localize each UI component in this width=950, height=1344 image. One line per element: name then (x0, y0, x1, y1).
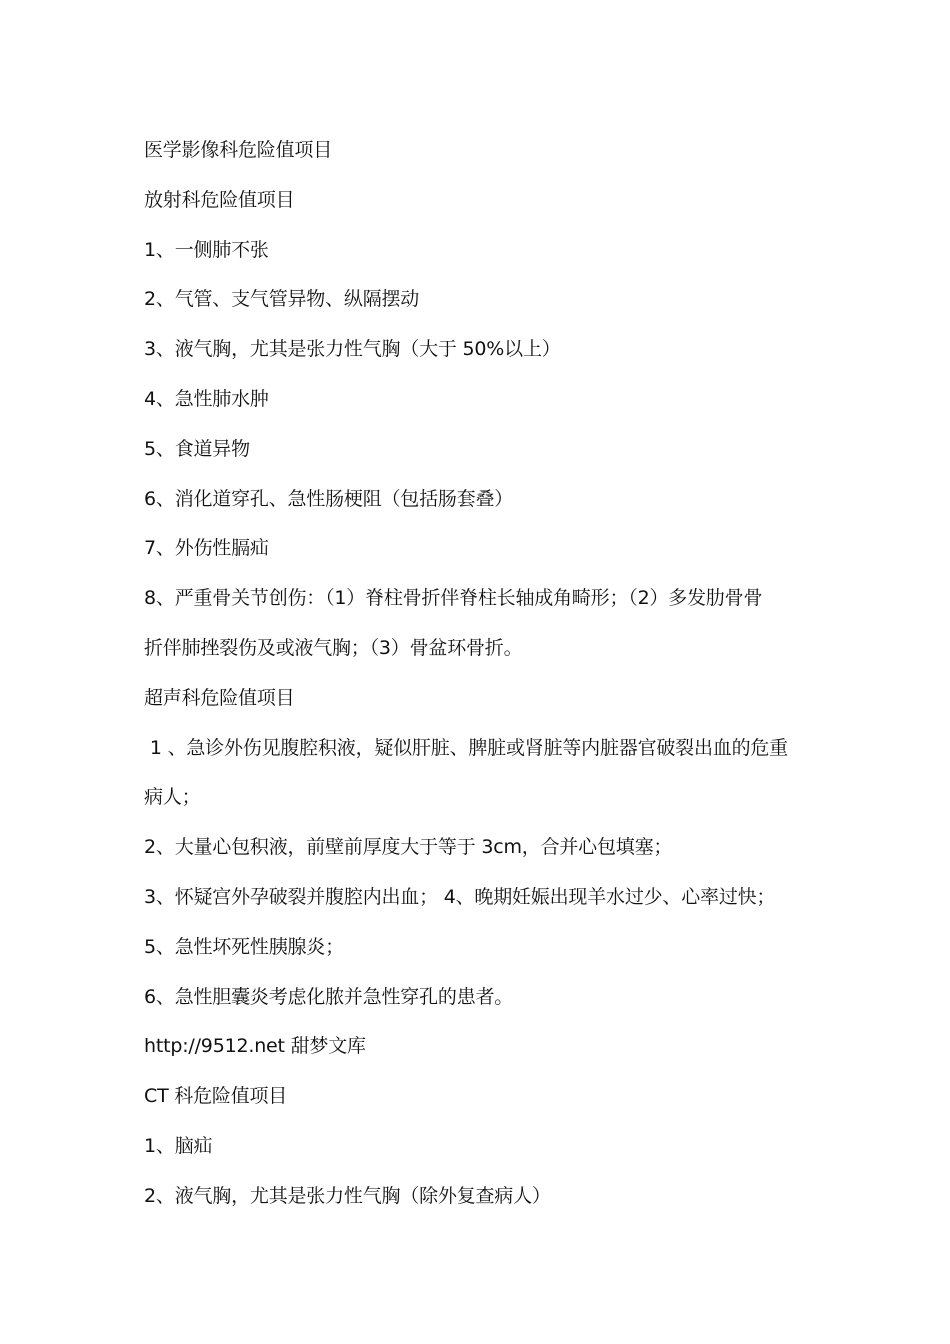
list-item: 7、外伤性膈疝 (144, 537, 269, 560)
list-item: 1、脑疝 (144, 1134, 213, 1157)
section-heading-ct: CT 科危险值项目 (144, 1085, 288, 1108)
list-item: 3、液气胸，尤其是张力性气胸（大于 50%以上） (144, 338, 561, 361)
source-link-text: http://9512.net 甜梦文库 (144, 1035, 366, 1058)
list-item: 2、气管、支气管异物、纵隔摆动 (144, 288, 420, 311)
list-item: 1 、急诊外伤见腹腔积液，疑似肝脏、脾脏或肾脏等内脏器官破裂出血的危重 (144, 736, 788, 759)
list-item-continuation: 病人； (144, 786, 201, 809)
list-item: 6、消化道穿孔、急性肠梗阻（包括肠套叠） (144, 487, 514, 510)
list-item: 3、怀疑宫外孕破裂并腹腔内出血； 4、晚期妊娠出现羊水过少、心率过快； (144, 885, 776, 908)
list-item: 5、食道异物 (144, 437, 250, 460)
list-item: 6、急性胆囊炎考虑化脓并急性穿孔的患者。 (144, 985, 514, 1008)
list-item: 1、一侧肺不张 (144, 238, 269, 261)
list-item: 5、急性坏死性胰腺炎； (144, 935, 344, 958)
list-item: 8、严重骨关节创伤：（1）脊柱骨折伴脊柱长轴成角畸形；（2）多发肋骨骨 (144, 587, 763, 610)
list-item: 2、液气胸，尤其是张力性气胸（除外复查病人） (144, 1184, 551, 1207)
list-item: 4、急性肺水肿 (144, 387, 269, 410)
section-heading-radiology: 放射科危险值项目 (144, 188, 295, 211)
document-body (144, 126, 804, 1222)
list-item: 2、大量心包积液，前壁前厚度大于等于 3cm，合并心包填塞； (144, 836, 673, 859)
list-item-continuation: 折伴肺挫裂伤及或液气胸；（3）骨盆环骨折。 (144, 636, 523, 659)
document-title: 医学影像科危险值项目 (144, 139, 333, 161)
section-heading-ultrasound: 超声科危险值项目 (144, 686, 295, 709)
